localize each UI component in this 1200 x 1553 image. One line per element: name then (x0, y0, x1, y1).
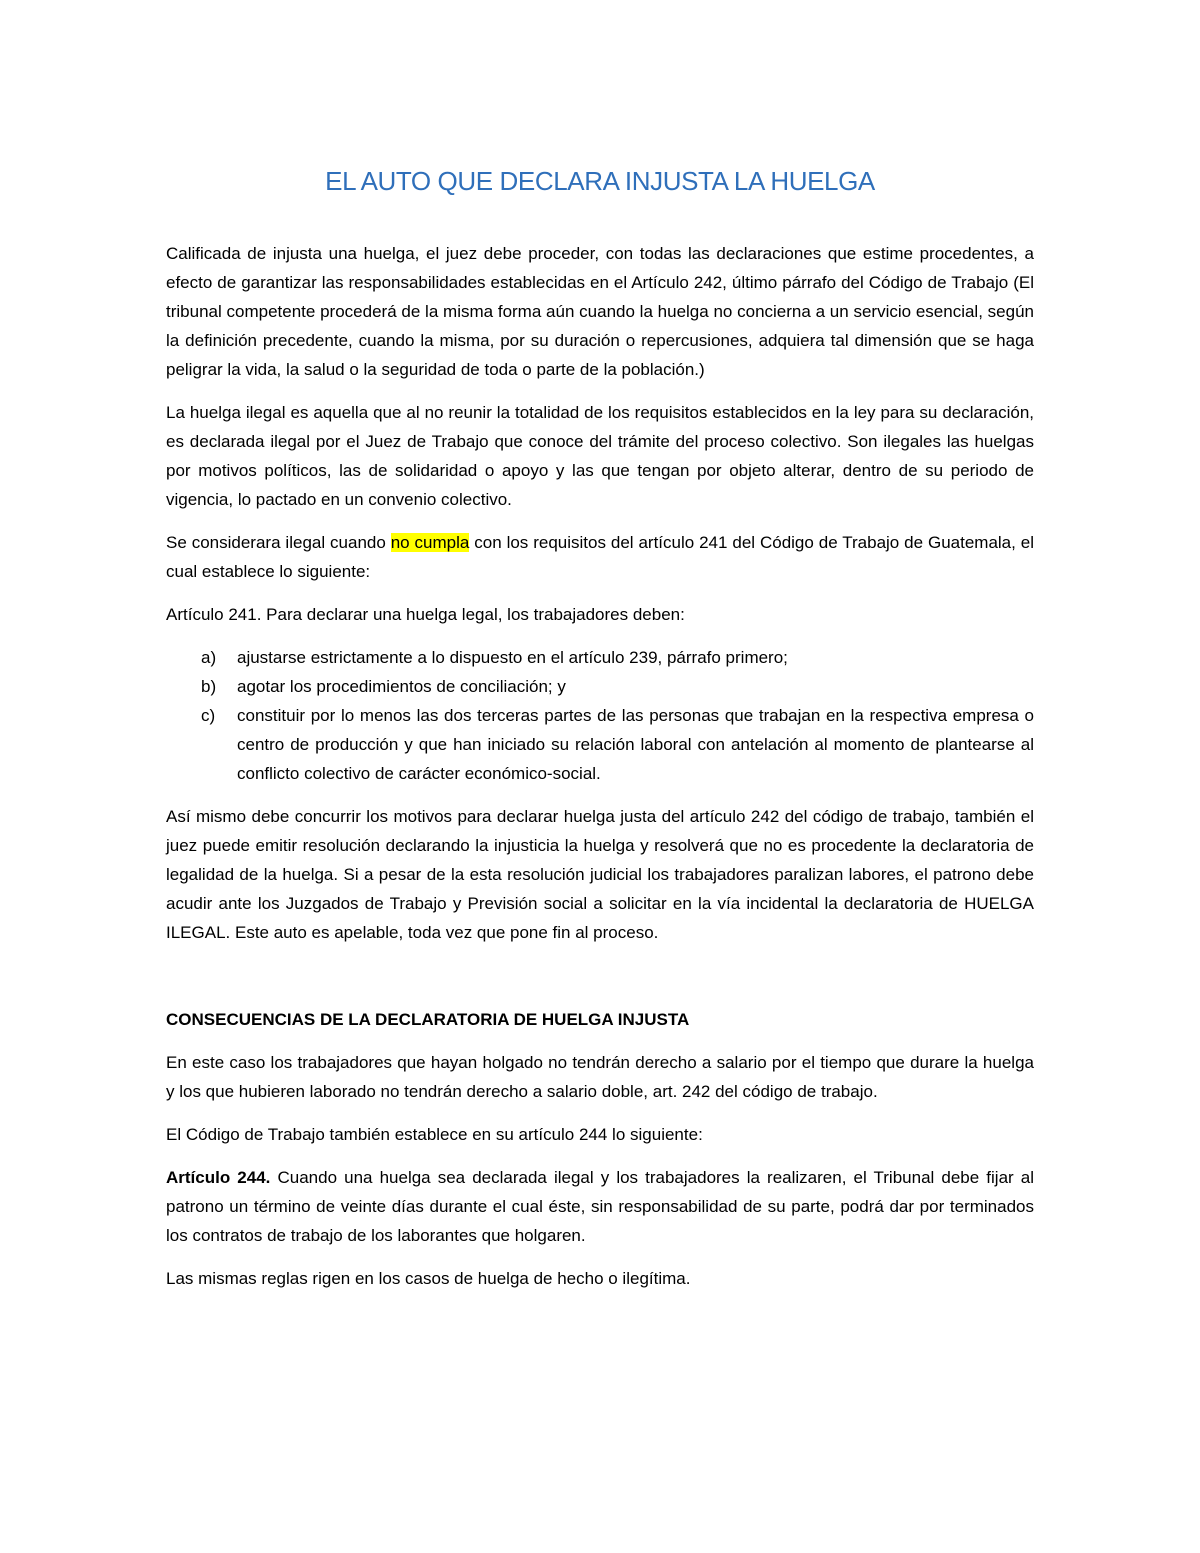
paragraph-1: Calificada de injusta una huelga, el juez debe proceder, con todas las declaraciones que estime procedentes, a efecto de garantizar las responsabilidades establecidas en el Artículo 242, último párrafo del Código de Trabajo (El tribunal competente procederá de la misma forma aún cuando la huelga no concierna a un servicio esencial, según la definición precedente, cuando la misma, por su duración o repercusiones, adquiera tal dimensión que se haga peligrar la vida, la salud o la seguridad de toda o parte de la población.) (166, 244, 1034, 379)
article-label: Artículo 244. (166, 1168, 271, 1187)
paragraph-9: Las mismas reglas rigen en los casos de huelga de hecho o ilegítima. (166, 1269, 691, 1288)
paragraph-2: La huelga ilegal es aquella que al no reunir la totalidad de los requisitos establecidos en la ley para su declaración, es declarada ilegal por el Juez de Trabajo que conoce del trámite del proceso colectivo. Son ilegales las huelgas por motivos políticos, las de solidaridad o apoyo y las que tengan por objeto alterar, dentro de su periodo de vigencia, lo pactado en un convenio colectivo. (166, 403, 1034, 509)
list-item-text: constituir por lo menos las dos terceras partes de las personas que trabajan en la respectiva empresa o centro de producción y que han iniciado su relación laboral con antelación al momento de plantearse al conflicto colectivo de carácter económico-social. (237, 706, 1034, 783)
document-page (166, 166, 1034, 1307)
section-heading: CONSECUENCIAS DE LA DECLARATORIA DE HUELGA INJUSTA (166, 1010, 690, 1029)
list-item-text: agotar los procedimientos de conciliación; y (237, 677, 566, 696)
list-marker: b) (201, 677, 217, 696)
paragraph-7: El Código de Trabajo también establece en su artículo 244 lo siguiente: (166, 1125, 703, 1144)
list-item (166, 643, 1034, 672)
list-marker: a) (201, 648, 217, 667)
requirements-list (166, 643, 1034, 788)
paragraph-3-end: con los requisitos del artículo 241 del Código de Trabajo de Guatemala, el cual establece lo siguiente: (166, 533, 1035, 581)
list-item (166, 672, 1034, 701)
paragraph-3-start: Se considerara ilegal cuando (166, 533, 391, 552)
list-item (166, 701, 1034, 788)
list-marker: c) (201, 706, 216, 725)
highlighted-text: no cumpla (390, 533, 470, 552)
paragraph-8-text: Cuando una huelga sea declarada ilegal y los trabajadores la realizaren, el Tribunal debe fijar al patrono un término de veinte días durante el cual éste, sin responsabilidad de su parte, podrá dar por terminados los contratos de trabajo de los laborantes que holgaren. (166, 1168, 1034, 1245)
paragraph-3 (166, 528, 1034, 586)
paragraph-5: Así mismo debe concurrir los motivos para declarar huelga justa del artículo 242 del código de trabajo, también el juez puede emitir resolución declarando la injusticia la huelga y resolverá que no es procedente la declaratoria de legalidad de la huelga. Si a pesar de la esta resolución judicial los trabajadores paralizan labores, el patrono debe acudir ante los Juzgados de Trabajo y Previsión social a solicitar en la vía incidental la declaratoria de HUELGA ILEGAL. Este auto es apelable, toda vez que pone fin al proceso. (166, 807, 1034, 942)
document-title: EL AUTO QUE DECLARA INJUSTA LA HUELGA (325, 166, 875, 196)
list-item-text: ajustarse estrictamente a lo dispuesto en el artículo 239, párrafo primero; (237, 648, 788, 667)
paragraph-6: En este caso los trabajadores que hayan holgado no tendrán derecho a salario por el tiempo que durare la huelga y los que hubieren laborado no tendrán derecho a salario doble, art. 242 del código de trabajo. (166, 1053, 1034, 1101)
paragraph-4: Artículo 241. Para declarar una huelga legal, los trabajadores deben: (166, 605, 685, 624)
paragraph-8 (166, 1163, 1034, 1250)
